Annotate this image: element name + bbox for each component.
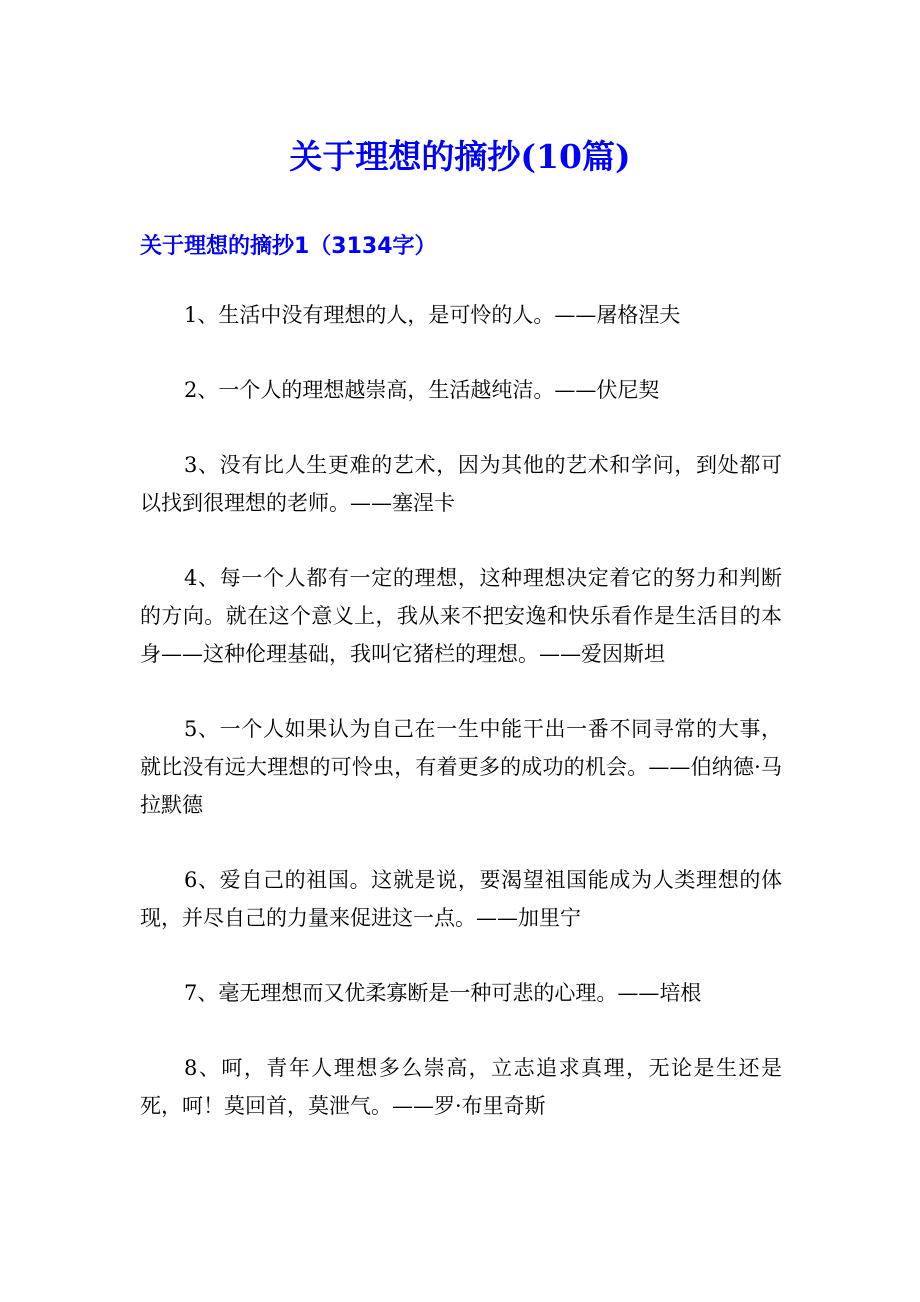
quote-paragraph-8: 8、呵，青年人理想多么崇高，立志追求真理，无论是生还是死，呵！莫回首，莫泄气。——罗·布里奇斯 [140, 1056, 782, 1118]
quote-paragraph-3: 3、没有比人生更难的艺术，因为其他的艺术和学问，到处都可以找到很理想的老师。——塞涅卡 [140, 453, 782, 515]
document-title: 关于理想的摘抄(10篇) [289, 137, 631, 176]
quote-paragraph-4: 4、每一个人都有一定的理想，这种理想决定着它的努力和判断的方向。就在这个意义上，我从来不把安逸和快乐看作是生活目的本身——这种伦理基础，我叫它猪栏的理想。——爱因斯坦 [140, 566, 782, 666]
section-heading: 关于理想的摘抄1（3134字） [140, 234, 437, 259]
quote-paragraph-5: 5、一个人如果认为自己在一生中能干出一番不同寻常的大事，就比没有远大理想的可怜虫，有着更多的成功的机会。——伯纳德·马拉默德 [140, 717, 782, 817]
quote-list [140, 296, 782, 1162]
quote-paragraph-6: 6、爱自己的祖国。这就是说，要渴望祖国能成为人类理想的体现，并尽自己的力量来促进这一点。——加里宁 [140, 868, 782, 930]
quote-paragraph-1: 1、生活中没有理想的人，是可怜的人。——屠格涅夫 [184, 303, 681, 327]
quote-paragraph-2: 2、一个人的理想越崇高，生活越纯洁。——伏尼契 [184, 378, 660, 402]
quote-paragraph-7: 7、毫无理想而又优柔寡断是一种可悲的心理。——培根 [184, 981, 702, 1005]
